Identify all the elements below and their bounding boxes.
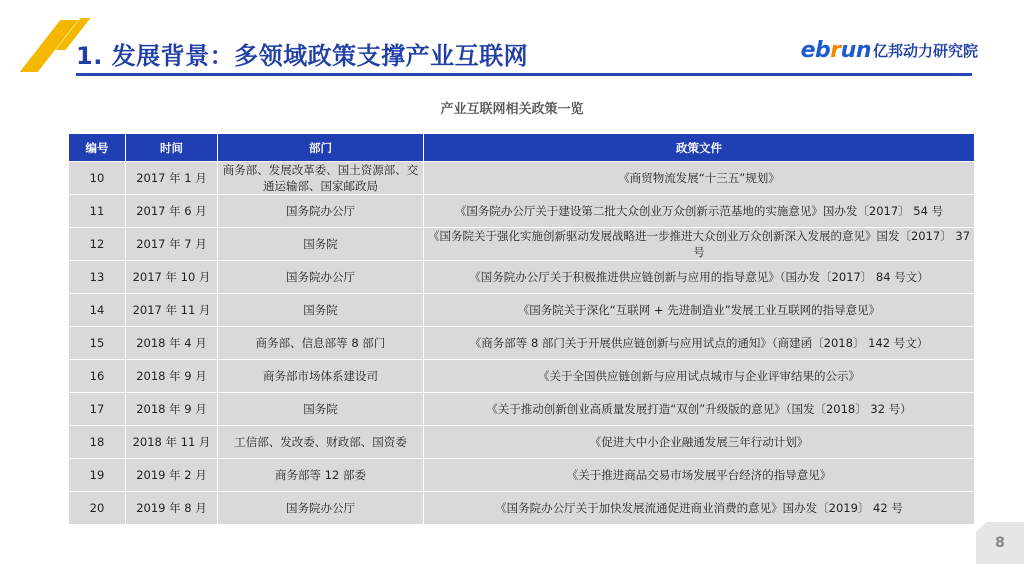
table-header-row [69,134,975,162]
cell-policy: 《关于推进商品交易市场发展平台经济的指导意见》 [424,459,975,492]
brand-logo [801,36,978,64]
cell-department: 工信部、发改委、财政部、国资委 [218,426,424,459]
cell-date: 2017 年 6 月 [126,195,218,228]
cell-number: 20 [69,492,126,525]
cell-policy: 《国务院办公厅关于建设第二批大众创业万众创新示范基地的实施意见》国办发〔2017〕 54 号 [424,195,975,228]
cell-date: 2018 年 4 月 [126,327,218,360]
cell-date: 2017 年 1 月 [126,162,218,195]
header-policy-document: 政策文件 [424,134,975,162]
cell-policy: 《国务院办公厅关于积极推进供应链创新与应用的指导意见》（国办发〔2017〕 84 号文） [424,261,975,294]
cell-department: 商务部市场体系建设司 [218,360,424,393]
cell-policy: 《国务院关于深化“互联网 + 先进制造业”发展工业互联网的指导意见》 [424,294,975,327]
table-row [69,327,975,360]
cell-number: 19 [69,459,126,492]
cell-date: 2019 年 2 月 [126,459,218,492]
cell-policy: 《关于全国供应链创新与应用试点城市与企业评审结果的公示》 [424,360,975,393]
cell-department: 商务部、发展改革委、国土资源部、交通运输部、国家邮政局 [218,162,424,195]
cell-number: 16 [69,360,126,393]
table-row [69,195,975,228]
logo-text: 亿邦动力研究院 [872,41,978,60]
cell-policy: 《关于推动创新创业高质量发展打造“双创”升级版的意见》（国发〔2018〕 32 号） [424,393,975,426]
cell-number: 12 [69,228,126,261]
cell-number: 18 [69,426,126,459]
header-date: 时间 [126,134,218,162]
table-row [69,393,975,426]
table-row [69,360,975,393]
cell-date: 2018 年 11 月 [126,426,218,459]
cell-department: 商务部等 12 部委 [218,459,424,492]
cell-policy: 《商务部等 8 部门关于开展供应链创新与应用试点的通知》（商建函〔2018〕 142 号文） [424,327,975,360]
cell-policy: 《国务院办公厅关于加快发展流通促进商业消费的意见》国办发〔2019〕 42 号 [424,492,975,525]
cell-date: 2019 年 8 月 [126,492,218,525]
table-row [69,162,975,195]
cell-number: 10 [69,162,126,195]
cell-policy: 《商贸物流发展“十三五”规划》 [424,162,975,195]
table-row [69,294,975,327]
table-row [69,426,975,459]
cell-number: 11 [69,195,126,228]
table-row [69,459,975,492]
cell-department: 国务院办公厅 [218,195,424,228]
cell-policy: 《国务院关于强化实施创新驱动发展战略进一步推进大众创业万众创新深入发展的意见》国发〔2017〕 37 号 [424,228,975,261]
logo-mark: ebrun [800,37,871,63]
cell-date: 2018 年 9 月 [126,393,218,426]
cell-department: 国务院 [218,393,424,426]
table-caption: 产业互联网相关政策一览 [440,102,584,117]
header-department: 部门 [218,134,424,162]
policy-table [68,133,975,525]
page-number: 8 [976,522,1024,564]
table-row [69,228,975,261]
cell-number: 17 [69,393,126,426]
cell-number: 13 [69,261,126,294]
cell-number: 14 [69,294,126,327]
cell-department: 国务院 [218,228,424,261]
page-title: 1. 发展背景：多领域政策支撑产业互联网 [76,42,529,70]
cell-date: 2018 年 9 月 [126,360,218,393]
cell-department: 国务院 [218,294,424,327]
title-underline [76,73,972,76]
cell-department: 国务院办公厅 [218,492,424,525]
accent-stripe-left [20,20,79,72]
cell-policy: 《促进大中小企业融通发展三年行动计划》 [424,426,975,459]
cell-date: 2017 年 7 月 [126,228,218,261]
cell-date: 2017 年 10 月 [126,261,218,294]
cell-department: 商务部、信息部等 8 部门 [218,327,424,360]
table-row [69,492,975,525]
table-row [69,261,975,294]
header-number: 编号 [69,134,126,162]
cell-number: 15 [69,327,126,360]
cell-date: 2017 年 11 月 [126,294,218,327]
cell-department: 国务院办公厅 [218,261,424,294]
